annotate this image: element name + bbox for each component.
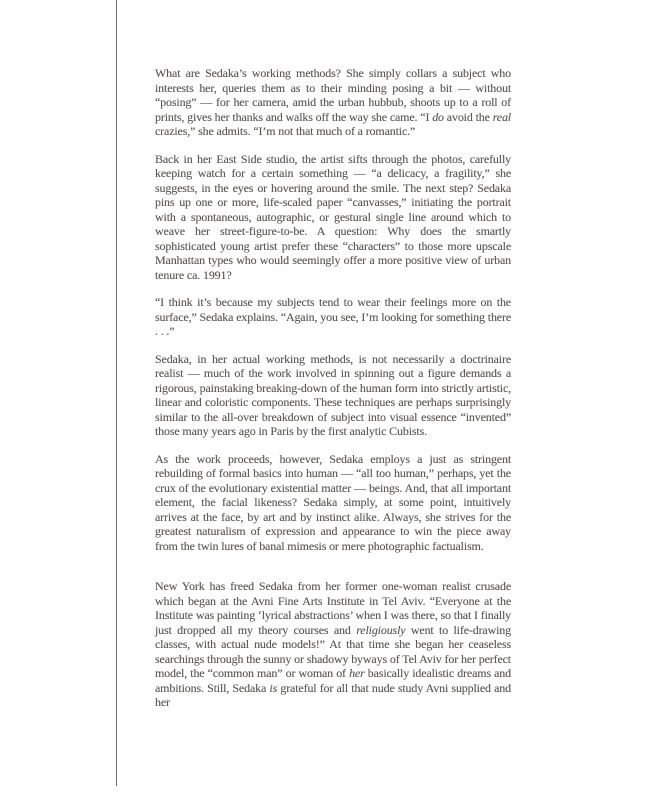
paragraph-4 — [155, 352, 511, 439]
body-text: Back in her East Side studio, the artist sifts through the photos, carefully keeping watch for a certain something — “a delicacy, a fragility,” she suggests, in the eyes or hovering around the smile. The next step? Sedaka pins up one or more, life-scaled paper “canvasses,” initiating the portrait with a spontaneous, autographic, or gestural single line around which to weave her street-figure-to-be. A question: Why does the smartly sophisticated young artist prefer these “characters” to those more upscale Manhattan types who would seemingly offer a more positive view of urban tenure ca. 1991? — [155, 151, 511, 282]
body-text: went to life-drawing classes, with actual nude models!” At that time she began her ceaseless searchings through the sunny or shadowy byways of Tel Aviv for her perfect model, the “common man” or woman of — [155, 622, 512, 680]
body-text: basically idealistic dreams and ambitions. Still, Sedaka — [155, 666, 511, 695]
italic-text: is — [269, 680, 278, 695]
body-text: grateful for all that nude study Avni supplied and her — [155, 680, 511, 709]
paragraph-5 — [155, 452, 511, 554]
italic-text: religiously — [356, 622, 406, 637]
paragraph-2 — [155, 152, 511, 283]
body-text: New York has freed Sedaka from her former one-woman realist crusade which began at the Avni Fine Arts Institute in Tel Aviv. “Everyone at the Institute was painting ‘lyrical abstractions’ when I was there, so that I finally just dropped all my theory courses and — [155, 579, 511, 637]
left-margin-rule — [116, 0, 117, 786]
body-text: As the work proceeds, however, Sedaka employs a just as stringent rebuilding of formal basics into human — “all too human,” perhaps, yet the crux of the evolutionary existential matter — beings. And, that all important element, the facial likeness? Sedaka simply, at some point, intuitively arrives at the face, by art and by instinct alike. Always, she strives for the greatest naturalism of expression and appearance to win the piece away from the twin lures of banal mimesis or mere photographic factualism. — [155, 451, 511, 553]
paragraph-1 — [155, 66, 511, 139]
italic-text: do — [432, 109, 444, 124]
paragraph-3 — [155, 295, 511, 339]
article-text — [155, 66, 511, 723]
paragraph-6 — [155, 579, 511, 710]
body-text: “I think it’s because my subjects tend to wear their feelings more on the surface,” Sedaka explains. “Again, you see, I’m looking for something there . . .” — [155, 295, 511, 338]
body-text: crazies,” she admits. “I’m not that much of a romantic.” — [155, 124, 416, 138]
italic-text: real — [492, 109, 511, 124]
italic-text: her — [349, 666, 365, 680]
body-text: avoid the — [443, 109, 493, 124]
body-text: What are Sedaka’s working methods? She simply collars a subject who interests her, queries them as to their minding posing a bit — without “posing” — for her camera, amid the urban hubbub, shoots up to a roll of prints, gives her thanks and walks off the way she came. “I — [155, 66, 511, 124]
body-text: Sedaka, in her actual working methods, is not necessarily a doctrinaire realist — much of the work involved in spinning out a figure demands a rigorous, painstaking breaking-down of the human form into strictly artistic, linear and coloristic components. These techniques are perhaps surprisingly similar to the all-over breakdown of subject into visual essence “invented” those many years ago in Paris by the first analytic Cubists. — [155, 351, 511, 438]
